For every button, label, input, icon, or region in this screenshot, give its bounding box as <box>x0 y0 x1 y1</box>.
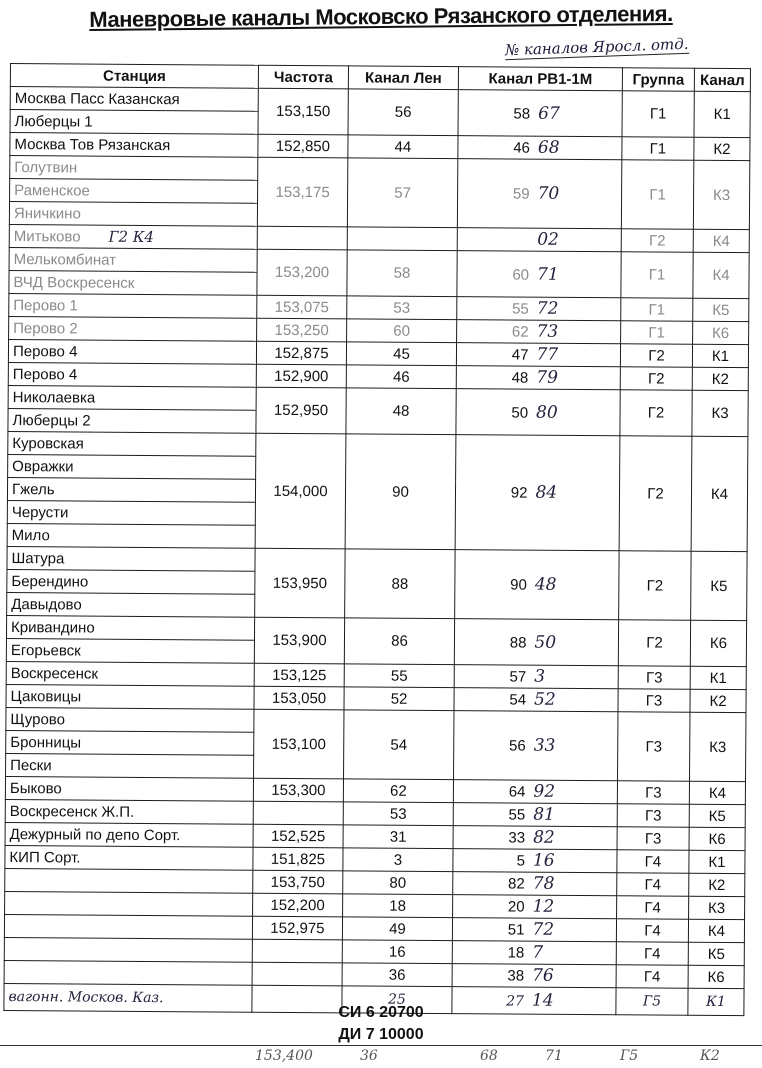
station-name: Яничкино <box>14 205 81 222</box>
channel-rv-cell <box>453 803 617 827</box>
channel-rv-printed: 50 <box>488 404 528 421</box>
bottom-channel: К2 <box>700 1048 720 1064</box>
station-cell <box>5 799 253 824</box>
channel-len-cell: 53 <box>343 802 453 826</box>
station-name: Кривандино <box>11 619 95 637</box>
station-cell <box>7 477 255 502</box>
station-cell <box>7 592 255 617</box>
station-name: Цаковицы <box>11 688 82 705</box>
station-name: Овражки <box>12 458 73 475</box>
channel-rv-printed: 82 <box>485 875 525 892</box>
station-name: Воскресенск Ж.П. <box>10 803 135 821</box>
channel-len-cell: 90 <box>345 434 456 550</box>
station-name: Пески <box>10 757 52 774</box>
station-handwritten-tag: Г2 К4 <box>109 228 155 246</box>
channel-rv-handwritten: 82 <box>525 828 585 848</box>
channel-len-cell: 36 <box>342 963 452 987</box>
station-name: Бронницы <box>10 734 81 751</box>
frequency-cell: 153,050 <box>254 686 344 710</box>
station-cell <box>9 202 257 227</box>
channel-cell: К6 <box>688 965 744 988</box>
header-channel: Канал <box>694 68 750 91</box>
channel-table <box>3 63 751 1016</box>
channel-len-cell: 49 <box>342 917 452 941</box>
station-cell <box>6 684 254 709</box>
frequency-cell: 153,950 <box>255 548 345 618</box>
station-name: Перово 1 <box>13 297 78 314</box>
group-cell: Г3 <box>617 827 689 851</box>
handwritten-group: Г5 <box>616 988 688 1016</box>
station-name: Николаевка <box>13 389 96 407</box>
channel-len-cell: 52 <box>344 687 454 711</box>
station-name: Мелькомбинат <box>14 251 117 269</box>
channel-rv-cell <box>454 665 618 689</box>
frequency-cell: 151,825 <box>253 847 343 871</box>
frequency-cell: 152,900 <box>256 364 346 388</box>
channel-rv-handwritten: 92 <box>525 782 585 802</box>
frequency-cell: 153,150 <box>258 88 348 135</box>
station-cell <box>7 546 255 571</box>
frequency-cell: 152,850 <box>258 134 348 158</box>
channel-len-cell: 58 <box>347 250 457 297</box>
station-name: Щурово <box>10 711 65 728</box>
station-cell <box>5 776 253 801</box>
channel-rv-cell <box>455 550 619 620</box>
channel-cell: К1 <box>689 850 745 873</box>
channel-cell: К5 <box>693 298 749 321</box>
bottom-len: 36 <box>360 1048 378 1064</box>
channel-cell: К4 <box>688 919 744 942</box>
footer-notes <box>0 1002 762 1046</box>
channel-len-cell: 3 <box>343 848 453 872</box>
group-cell: Г1 <box>621 298 693 322</box>
channel-len-cell: 56 <box>348 89 458 136</box>
bottom-cut-row <box>0 1045 762 1068</box>
channel-rv-printed: 90 <box>487 576 527 593</box>
channel-rv-printed: 46 <box>490 139 530 156</box>
bottom-freq: 153,400 <box>255 1048 313 1064</box>
channel-rv-cell <box>453 872 617 896</box>
channel-cell: К4 <box>693 252 749 298</box>
channel-cell: К2 <box>694 137 750 160</box>
channel-rv-cell <box>454 688 618 712</box>
channel-rv-printed: 33 <box>485 829 525 846</box>
channel-rv-printed: 57 <box>486 668 526 685</box>
page-title: Маневровые каналы Московско Рязанского отделения. <box>0 0 762 34</box>
station-cell <box>9 316 257 341</box>
channel-rv-printed: 62 <box>489 323 529 340</box>
station-cell <box>4 937 252 962</box>
frequency-cell: 152,875 <box>256 341 346 365</box>
channel-rv-handwritten: 68 <box>530 138 590 158</box>
station-name: Давыдово <box>11 596 82 613</box>
channel-rv-handwritten: 77 <box>528 345 588 365</box>
channel-rv-printed: 64 <box>485 783 525 800</box>
channel-cell: К1 <box>692 344 748 367</box>
channel-cell: К6 <box>693 321 749 344</box>
channel-rv-handwritten: 70 <box>530 184 590 204</box>
frequency-cell <box>253 801 343 825</box>
station-name: Голутвин <box>14 159 77 176</box>
station-cell <box>9 224 257 249</box>
station-name: Раменское <box>14 182 90 200</box>
bottom-rv: 68 <box>480 1048 498 1064</box>
channel-rv-printed: 5 <box>485 852 525 869</box>
channel-cell: К6 <box>689 827 745 850</box>
station-cell <box>9 247 257 272</box>
channel-rv-printed: 54 <box>486 691 526 708</box>
station-cell <box>6 707 254 732</box>
group-cell: Г3 <box>617 804 689 828</box>
channel-cell: К3 <box>692 390 748 436</box>
group-cell: Г1 <box>622 137 694 161</box>
channel-rv-handwritten: 72 <box>524 920 584 940</box>
station-name: Гжель <box>12 481 55 498</box>
channel-rv-printed: 88 <box>486 634 526 651</box>
station-cell <box>7 523 255 548</box>
channel-rv-printed: 48 <box>488 369 528 386</box>
station-cell <box>8 385 256 410</box>
handwritten-len: 25 <box>342 986 452 1014</box>
footer-line-1: СИ 6 20700 <box>0 1002 762 1024</box>
channel-len-cell: 55 <box>344 664 454 688</box>
group-cell: Г2 <box>621 229 693 253</box>
channel-rv-printed: 56 <box>486 737 526 754</box>
bottom-rv-hand: 71 <box>545 1048 563 1064</box>
channel-rv-printed: 51 <box>484 921 524 938</box>
header-channel-rv: Канал РВ1-1М <box>458 67 622 91</box>
header-station: Станция <box>10 64 258 89</box>
channel-rv-printed: 92 <box>487 484 527 501</box>
channel-cell: К6 <box>690 620 746 666</box>
station-cell <box>6 661 254 686</box>
channel-cell: К3 <box>690 712 746 781</box>
frequency-cell: 153,200 <box>257 249 347 296</box>
channel-rv-handwritten: 52 <box>526 690 586 710</box>
channel-cell: К2 <box>689 873 745 896</box>
channel-rv-cell <box>457 320 621 344</box>
channel-cell: К5 <box>688 942 744 965</box>
channel-rv-printed: 55 <box>489 300 529 317</box>
group-cell: Г4 <box>616 919 688 943</box>
station-cell <box>10 87 258 112</box>
channel-rv-handwritten: 81 <box>525 805 585 825</box>
frequency-cell: 153,900 <box>254 617 344 664</box>
channel-cell: К5 <box>689 804 745 827</box>
channel-rv-cell <box>456 343 620 367</box>
station-cell <box>7 569 255 594</box>
station-name: Москва Пасс Казанская <box>15 90 180 108</box>
channel-rv-cell <box>458 136 622 160</box>
channel-rv-cell <box>457 228 621 252</box>
station-cell <box>8 339 256 364</box>
frequency-cell <box>257 226 347 250</box>
station-name: Воскресенск <box>11 665 98 683</box>
channel-len-cell: 54 <box>344 710 454 780</box>
channel-rv-cell <box>452 918 616 942</box>
station-cell <box>5 822 253 847</box>
channel-cell: К1 <box>690 666 746 689</box>
station-cell <box>9 293 257 318</box>
station-cell <box>6 753 254 778</box>
channel-table-sheet <box>3 63 750 1016</box>
station-name: Мило <box>12 527 50 544</box>
channel-rv-cell <box>453 780 617 804</box>
channel-rv-handwritten: 3 <box>526 667 586 687</box>
station-cell <box>7 500 255 525</box>
channel-rv-cell <box>453 826 617 850</box>
channel-rv-handwritten: 78 <box>525 874 585 894</box>
group-cell: Г1 <box>621 160 693 230</box>
channel-rv-handwritten: 76 <box>524 966 584 986</box>
group-cell: Г2 <box>620 344 692 368</box>
channel-cell: К2 <box>690 689 746 712</box>
channel-len-cell: 60 <box>347 319 457 343</box>
channel-rv-cell <box>453 895 617 919</box>
channel-rv-handwritten: 48 <box>527 575 587 595</box>
handwritten-note: № каналов Яросл. отд. <box>505 35 689 60</box>
channel-rv-cell <box>456 366 620 390</box>
station-cell <box>10 156 258 181</box>
channel-cell: К3 <box>693 160 749 229</box>
channel-rv-handwritten: 12 <box>525 897 585 917</box>
table-body <box>4 87 750 1016</box>
channel-len-cell: 18 <box>343 894 453 918</box>
frequency-cell: 152,950 <box>256 387 346 434</box>
station-name: Люберцы 2 <box>12 412 90 430</box>
station-name: Москва Тов Рязанская <box>14 136 170 154</box>
channel-rv-printed: 59 <box>490 185 530 202</box>
channel-rv-handwritten: 16 <box>525 851 585 871</box>
channel-rv-printed: 20 <box>485 898 525 915</box>
station-name: Перово 4 <box>13 343 78 360</box>
station-cell <box>9 270 257 295</box>
group-cell: Г1 <box>621 252 693 299</box>
group-cell: Г3 <box>618 666 690 690</box>
station-name: Дежурный по депо Сорт. <box>10 826 181 844</box>
group-cell: Г1 <box>621 321 693 345</box>
channel-cell: К5 <box>691 551 747 620</box>
channel-rv-handwritten: 73 <box>529 322 589 342</box>
group-cell: Г4 <box>617 896 689 920</box>
frequency-cell: 152,200 <box>253 893 343 917</box>
group-cell: Г3 <box>618 712 690 782</box>
channel-rv-cell <box>458 90 622 137</box>
frequency-cell: 152,975 <box>252 916 342 940</box>
station-cell <box>5 845 253 870</box>
channel-rv-handwritten: 84 <box>527 483 587 503</box>
channel-rv-handwritten: 02 <box>529 230 589 250</box>
handwritten-rv-printed: 27 <box>484 993 524 1009</box>
channel-rv-cell <box>456 389 620 436</box>
channel-cell: К1 <box>694 91 750 137</box>
station-cell <box>10 110 258 135</box>
channel-rv-printed: 38 <box>484 967 524 984</box>
channel-rv-handwritten: 50 <box>526 632 586 652</box>
frequency-cell: 153,125 <box>254 663 344 687</box>
channel-rv-cell <box>455 435 620 551</box>
header-channel-len: Канал Лен <box>348 66 458 90</box>
channel-len-cell <box>347 227 457 251</box>
station-cell <box>8 362 256 387</box>
frequency-cell: 153,175 <box>257 157 347 227</box>
group-cell: Г4 <box>617 873 689 897</box>
station-name: Перово 2 <box>13 320 78 337</box>
channel-rv-handwritten: 80 <box>528 402 588 422</box>
group-cell: Г3 <box>617 781 689 805</box>
handwritten-channel: К1 <box>688 988 744 1015</box>
station-name: Митьково <box>14 228 81 245</box>
channel-cell: К4 <box>691 436 748 551</box>
channel-rv-printed: 55 <box>485 806 525 823</box>
group-cell: Г3 <box>618 689 690 713</box>
channel-rv-cell <box>452 941 616 965</box>
channel-cell: К4 <box>693 229 749 252</box>
group-cell: Г4 <box>616 965 688 989</box>
handwritten-station: вагонн. Москов. Каз. <box>4 983 252 1012</box>
group-cell: Г4 <box>616 942 688 966</box>
channel-len-cell: 45 <box>346 342 456 366</box>
channel-rv-handwritten: 33 <box>526 736 586 756</box>
channel-rv-cell <box>457 159 621 229</box>
bottom-group: Г5 <box>620 1048 638 1064</box>
station-name: Быково <box>10 780 62 797</box>
station-cell <box>10 179 258 204</box>
channel-rv-cell <box>454 619 618 666</box>
station-name: ВЧД Воскресенск <box>13 274 134 292</box>
channel-len-cell: 44 <box>348 135 458 159</box>
station-name: Перово 4 <box>13 366 78 383</box>
channel-rv-handwritten: 67 <box>530 103 590 123</box>
channel-len-cell: 46 <box>346 365 456 389</box>
footer-line-2: ДИ 7 10000 <box>0 1024 762 1046</box>
group-cell: Г2 <box>620 390 692 437</box>
channel-rv-handwritten: 72 <box>529 299 589 319</box>
channel-rv-handwritten: 71 <box>529 264 589 284</box>
channel-rv-printed: 47 <box>488 346 528 363</box>
station-cell <box>8 408 256 433</box>
frequency-cell: 153,075 <box>257 295 347 319</box>
channel-rv-printed: 60 <box>489 266 529 283</box>
frequency-cell: 153,100 <box>254 709 344 779</box>
group-cell: Г2 <box>618 620 690 667</box>
channel-len-cell: 57 <box>347 158 457 228</box>
handwritten-rv-hand: 14 <box>524 991 584 1011</box>
channel-len-cell: 62 <box>343 779 453 803</box>
frequency-cell <box>252 962 342 986</box>
station-name: Берендино <box>11 573 88 591</box>
channel-cell: К4 <box>689 781 745 804</box>
channel-rv-cell <box>453 849 617 873</box>
frequency-cell <box>252 939 342 963</box>
channel-cell: К2 <box>692 367 748 390</box>
station-cell <box>5 868 253 893</box>
channel-len-cell: 31 <box>343 825 453 849</box>
station-cell <box>10 133 258 158</box>
group-cell: Г2 <box>620 367 692 391</box>
station-name: Куровская <box>12 435 84 452</box>
frequency-cell: 152,525 <box>253 824 343 848</box>
channel-rv-cell <box>457 251 621 298</box>
station-cell <box>4 960 252 985</box>
channel-len-cell: 16 <box>342 940 452 964</box>
station-cell <box>8 431 256 456</box>
channel-len-cell: 88 <box>345 549 455 619</box>
station-cell <box>6 615 254 640</box>
channel-rv-cell <box>452 964 616 988</box>
channel-len-cell: 80 <box>343 871 453 895</box>
station-name: Люберцы 1 <box>15 113 93 131</box>
header-frequency: Частота <box>258 65 348 89</box>
station-cell <box>5 891 253 916</box>
station-name: Черусти <box>12 504 69 521</box>
station-cell <box>8 454 256 479</box>
station-cell <box>4 914 252 939</box>
frequency-cell: 153,750 <box>253 870 343 894</box>
frequency-cell: 154,000 <box>255 433 346 549</box>
group-cell: Г2 <box>619 551 691 621</box>
channel-len-cell: 86 <box>344 618 454 665</box>
station-cell <box>6 730 254 755</box>
channel-len-cell: 53 <box>347 296 457 320</box>
group-cell: Г2 <box>619 436 692 551</box>
channel-rv-handwritten: 7 <box>524 943 584 963</box>
channel-rv-cell <box>454 711 618 781</box>
station-cell <box>6 638 254 663</box>
station-name: КИП Сорт. <box>9 849 80 866</box>
station-name: Егорьевск <box>11 642 81 659</box>
frequency-cell: 153,250 <box>257 318 347 342</box>
channel-rv-printed: 58 <box>490 105 530 122</box>
channel-rv-handwritten: 79 <box>528 368 588 388</box>
header-group: Группа <box>622 68 694 92</box>
channel-len-cell: 48 <box>346 388 456 435</box>
station-name: Шатура <box>11 550 64 567</box>
channel-rv-printed: 18 <box>484 944 524 961</box>
frequency-cell: 153,300 <box>253 778 343 802</box>
group-cell: Г1 <box>622 91 694 138</box>
channel-rv-cell <box>457 297 621 321</box>
group-cell: Г4 <box>617 850 689 874</box>
channel-cell: К3 <box>689 896 745 919</box>
